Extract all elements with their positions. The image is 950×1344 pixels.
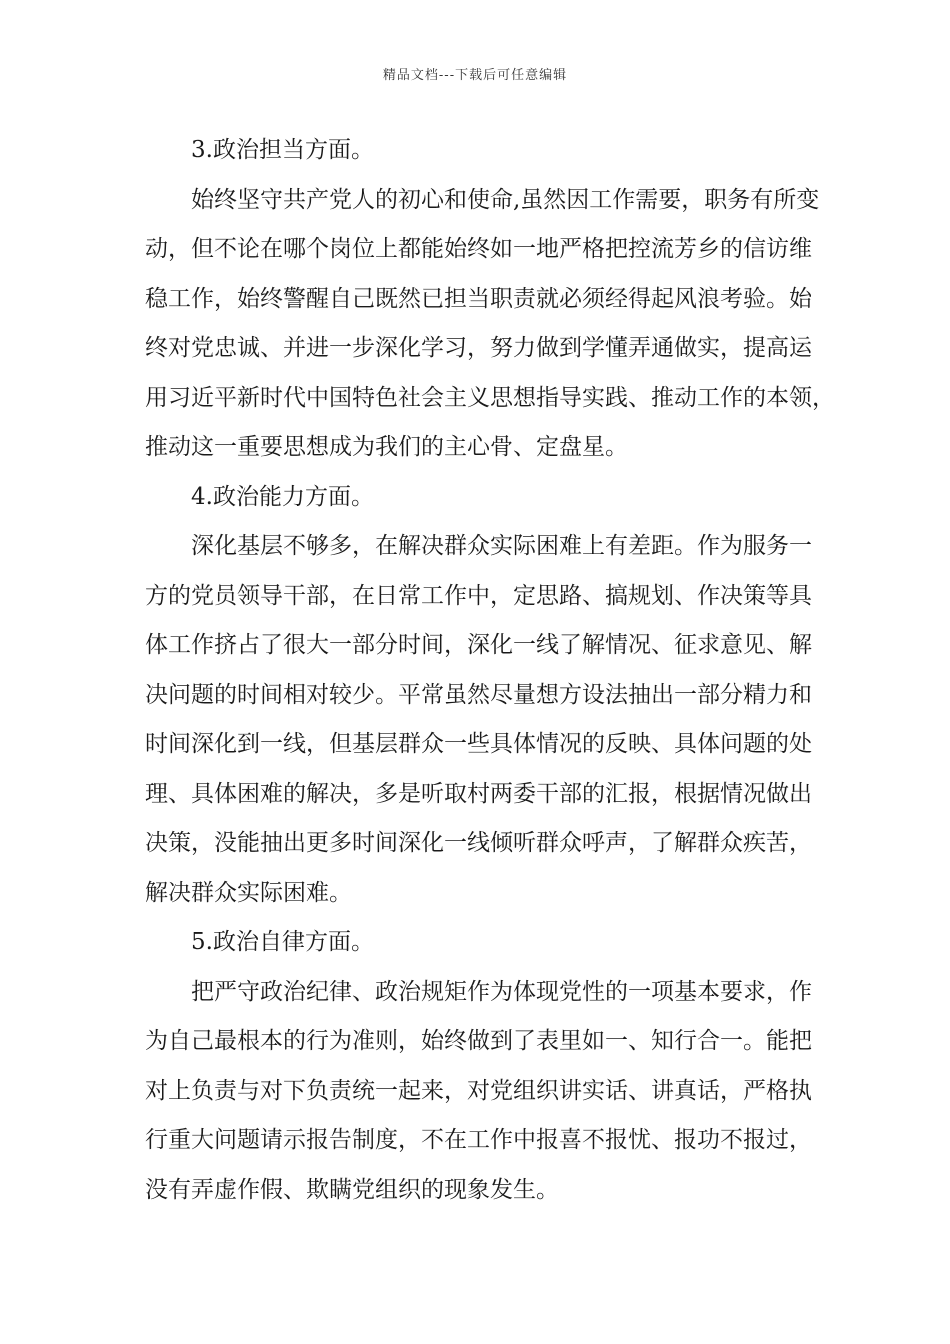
section-paragraph <box>145 522 813 918</box>
paragraph-line: 体工作挤占了很大一部分时间，深化一线了解情况、征求意见、解 <box>145 632 812 658</box>
paragraph-line: 稳工作，始终警醒自己既然已担当职责就必须经得起风浪考验。始 <box>145 285 812 312</box>
paragraph-line: 推动这一重要思想成为我们的主心骨、定盘星。 <box>145 434 628 460</box>
page-header: 精品文档---下载后可任意编辑 <box>382 68 568 83</box>
paragraph-line: 对上负责与对下负责统一起来，对党组织讲实话、讲真话，严格执 <box>145 1077 812 1104</box>
section-heading: 4.政治能力方面。 <box>191 483 374 510</box>
section-paragraph <box>145 176 835 473</box>
paragraph-line: 把严守政治纪律、政治规矩作为体现党性的一项基本要求，作 <box>191 978 812 1005</box>
paragraph-line: 没有弄虚作假、欺瞒党组织的现象发生。 <box>145 1176 559 1203</box>
paragraph-line: 用习近平新时代中国特色社会主义思想指导实践、推动工作的本领， <box>145 384 835 411</box>
section-heading: 5.政治自律方面。 <box>191 929 374 955</box>
paragraph-line: 行重大问题请示报告制度，不在工作中报喜不报忧、报功不报过， <box>145 1127 812 1153</box>
paragraph-line: 始终坚守共产党人的初心和使命,虽然因工作需要，职务有所变 <box>191 186 820 213</box>
paragraph-line: 深化基层不够多，在解决群众实际困难上有差距。作为服务一 <box>191 533 812 559</box>
section-heading: 3.政治担当方面。 <box>191 137 374 163</box>
paragraph-line: 时间深化到一线，但基层群众一些具体情况的反映、具体问题的处 <box>145 731 812 757</box>
paragraph-line: 决策，没能抽出更多时间深化一线倾听群众呼声，了解群众疾苦， <box>145 830 812 856</box>
paragraph-line: 终对党忠诚、并进一步深化学习，努力做到学懂弄通做实，提高运 <box>145 335 812 361</box>
paragraph-line: 决问题的时间相对较少。平常虽然尽量想方设法抽出一部分精力和 <box>145 681 812 708</box>
paragraph-line: 理、具体困难的解决，多是听取村两委干部的汇报，根据情况做出 <box>145 780 812 807</box>
paragraph-line: 方的党员领导干部，在日常工作中，定思路、搞规划、作决策等具 <box>145 582 812 609</box>
document-body <box>145 126 835 1215</box>
paragraph-line: 动，但不论在哪个岗位上都能始终如一地严格把控流芳乡的信访维 <box>145 236 812 262</box>
paragraph-line: 为自己最根本的行为准则，始终做到了表里如一、知行合一。能把 <box>145 1028 812 1054</box>
paragraph-line: 解决群众实际困难。 <box>145 879 352 906</box>
section-paragraph <box>145 968 813 1216</box>
